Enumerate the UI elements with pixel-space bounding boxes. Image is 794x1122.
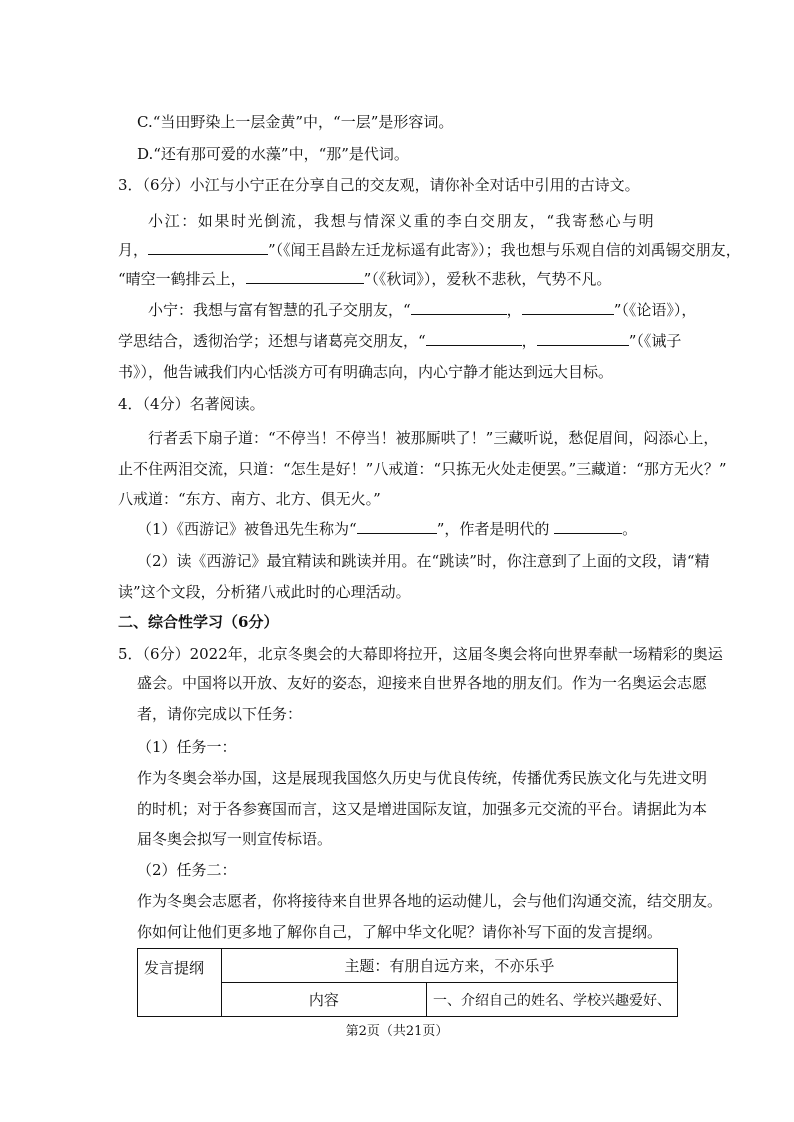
q3-text: “晴空一鹤排云上， [118, 270, 246, 288]
q5-stem-line2: 盛会。中国将以开放、友好的姿态，迎接来自世界各地的朋友们。作为一名奥运会志愿 [137, 674, 708, 692]
q3-xiaoning-line3: 书》），他告诫我们内心恬淡方可有明确志向，内心宁静才能达到远大目标。 [118, 363, 614, 381]
outline-content-label: 内容 [221, 983, 426, 1017]
q4-passage-line2: 止不住两泪交流，只道：“怎生是好！”八戒道：“只拣无火处走便罢。”三藏道：“那方无火？” [118, 460, 727, 478]
q3-text: 月， [118, 241, 149, 259]
q3-text: 小宁：我想与富有智慧的孔子交朋友，“ [148, 301, 411, 319]
q3-xiaojiang-line2 [118, 240, 741, 260]
q4-passage-line3: 八戒道：“东方、南方、北方、俱无火。” [118, 490, 381, 508]
q3-stem: 3．（6分）小江与小宁正在分享自己的交友观，请你补全对话中引用的古诗文。 [118, 176, 640, 194]
q4-passage-line1: 行者丢下扇子道：“不停当！不停当！被那厮哄了！”三藏听说，愁促眉间，闷添心上， [148, 429, 719, 447]
answer-blank[interactable] [537, 331, 629, 346]
q5-task2-line1: 作为冬奥会志愿者，你将接待来自世界各地的运动健儿，会与他们沟通交流，结交朋友。 [137, 892, 723, 910]
answer-blank[interactable] [522, 300, 614, 315]
q4-stem: 4．（4分）名著阅读。 [118, 395, 265, 413]
q3-text: ， [506, 301, 522, 319]
q3-text: ”（《诫子 [628, 332, 682, 350]
q4-sub2-line1: （2）读《西游记》最宜精读和跳读并用。在“跳读”时，你注意到了上面的文段，请“精 [137, 552, 710, 570]
q4-sub1 [137, 519, 637, 539]
q5-stem-line3: 者，请你完成以下任务： [137, 705, 303, 723]
speech-outline-table [137, 948, 678, 1017]
q5-task2-label: （2）任务二： [137, 861, 237, 879]
answer-blank[interactable] [426, 331, 522, 346]
option-c: C.“当田野染上一层金黄”中，“一层”是形容词。 [137, 113, 454, 131]
q4-text: ”，作者是明代的 [436, 520, 555, 538]
q3-xiaoning-line1 [148, 300, 696, 320]
q3-text: ”（《论语》）， [613, 301, 697, 319]
q5-stem-line1: 5．（6分）2022年，北京冬奥会的大幕即将拉开，这届冬奥会将向世界奉献一场精彩的奥运 [118, 645, 723, 663]
answer-blank[interactable] [357, 519, 437, 534]
q5-task1-line2: 的时机；对于各参赛国而言，这又是增进国际友谊，加强多元交流的平台。请据此为本 [137, 800, 708, 818]
q5-task1-label: （1）任务一： [137, 738, 237, 756]
outline-header-cell: 发言提纲 [138, 949, 222, 1017]
section-heading: 二、综合性学习（6分） [118, 613, 279, 631]
q5-task1-line1: 作为冬奥会举办国，这是展现我国悠久历史与优良传统，传播优秀民族文化与先进文明 [137, 769, 708, 787]
q3-text: ”（《闻王昌龄左迁龙标遥有此寄》）；我也想与乐观自信的刘禹锡交朋友， [268, 241, 741, 259]
outline-content-cell[interactable]: 一、介绍自己的姓名、学校兴趣爱好、 [427, 983, 678, 1017]
q4-text: 。 [622, 520, 638, 538]
q3-xiaojiang-line1: 小江：如果时光倒流，我想与情深义重的李白交朋友，“我寄愁心与明 [148, 212, 656, 230]
q4-text: （1）《西游记》被鲁迅先生称为“ [137, 520, 357, 538]
q3-text: ， [521, 332, 537, 350]
q5-task1-line3: 届冬奥会拟写一则宣传标语。 [137, 830, 333, 848]
option-d: D.“还有那可爱的水藻”中，“那”是代词。 [137, 145, 409, 163]
page-number: 第2页（共21页） [345, 1024, 449, 1039]
q3-xiaoning-line2 [118, 331, 681, 351]
q3-xiaojiang-line3 [118, 269, 611, 289]
answer-blank[interactable] [246, 269, 364, 284]
q3-text: 学思结合，透彻治学；还想与诸葛亮交朋友，“ [118, 332, 426, 350]
q3-text: ”（《秋词》），爱秋不悲秋，气势不凡。 [363, 270, 612, 288]
answer-blank[interactable] [554, 519, 622, 534]
answer-blank[interactable] [411, 300, 507, 315]
answer-blank[interactable] [148, 240, 268, 255]
outline-theme-cell: 主题：有朋自远方来，不亦乐乎 [221, 949, 677, 983]
q4-sub2-line2: 读”这个文段，分析猪八戒此时的心理活动。 [118, 583, 411, 601]
q5-task2-line2: 你如何让他们更多地了解你自己，了解中华文化呢？请你补写下面的发言提纲。 [137, 923, 663, 941]
